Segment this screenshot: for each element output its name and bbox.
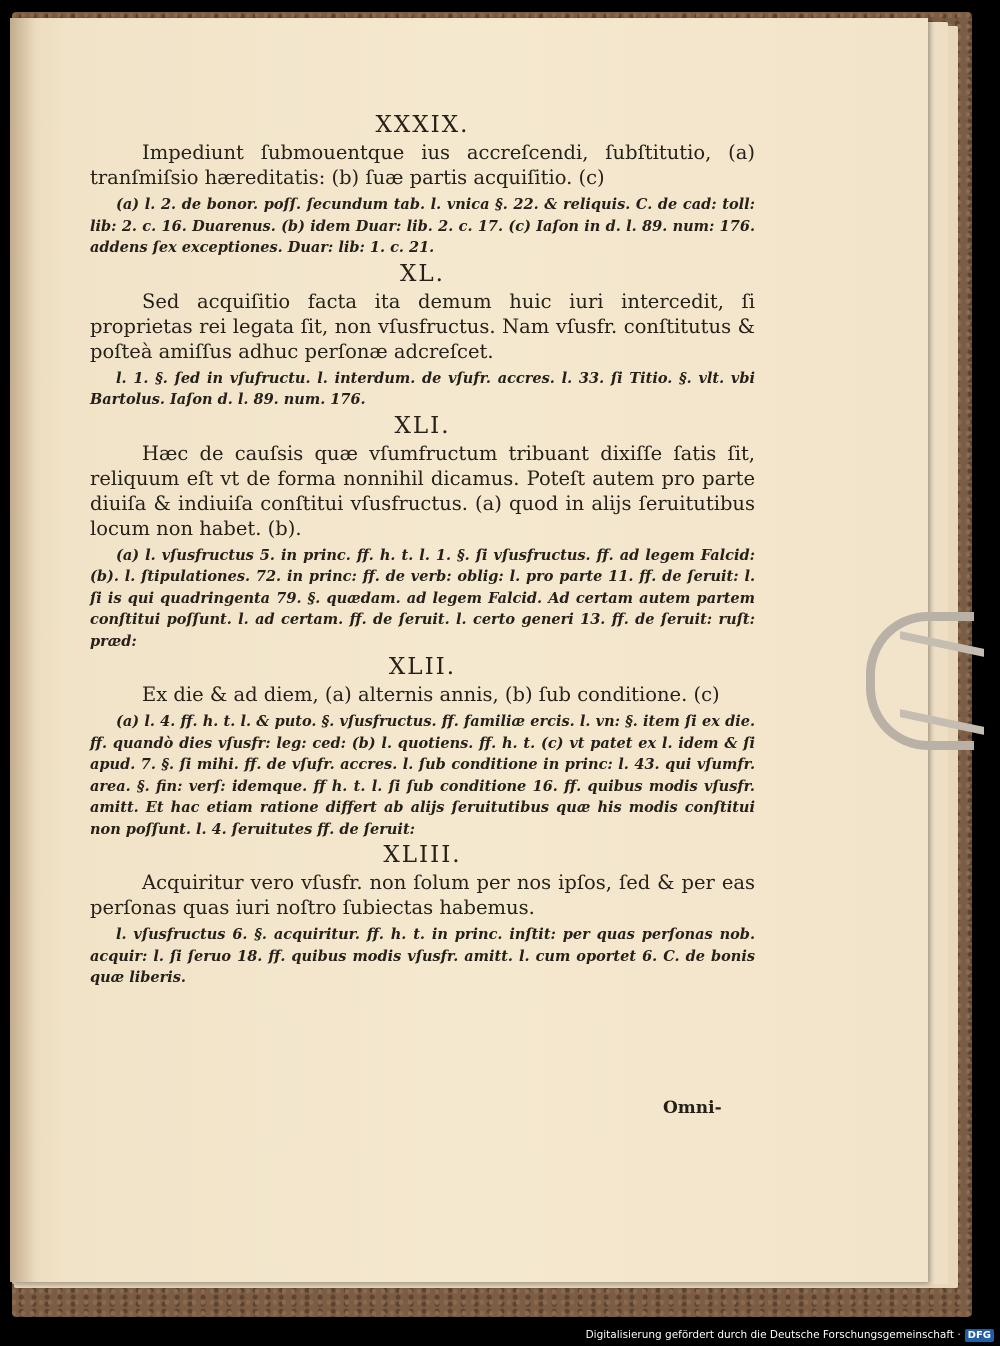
catchword: Omni- [663,1098,722,1118]
dfg-logo-icon[interactable]: DFG [965,1329,994,1342]
section-heading: XLI. [394,412,451,439]
section-note: (a) l. vſusfructus 5. in princ. ff. h. t. l. 1. §. ſi vſusfructus. ff. ad legem Falcid: (b). l. ſtipulationes. 72. in princ: ff. de verb: oblig: l. pro parte 11. ff. de ſeruit: l. ſi is qui quadringenta 79. §. quædam. ad legem Falcid. Ad certam autem partem conſtitui poſſunt. l. ad certam. ff. de ſeruit. l. certo generi 13. ff. de ſeruit: ruſt: præd: [90,546,755,650]
page-text [90,110,755,989]
section-39 [90,110,755,259]
section-40 [90,259,755,411]
section-body: Impediunt ſubmouentque ius accreſcendi, ſubſtitutio, (a) tranſmiſsio hæreditatis: (b) ſuæ partis acquiſitio. (c) [90,141,755,189]
paper-clip-tail [900,631,984,735]
section-heading: XL. [400,260,445,287]
footer-text: Digitalisierung gefördert durch die Deutsche Forschungsgemeinschaft · [585,1329,961,1341]
section-note: (a) l. 2. de bonor. poſſ. ſecundum tab. l. vnica §. 22. & reliquis. C. de cad: toll: lib: 2. c. 16. Duarenus. (b) idem Duar: lib. 2. c. 17. (c) Iaſon in d. l. 89. num: 176. addens ſex exceptiones. Duar: lib: 1. c. 21. [90,196,755,256]
section-43 [90,840,755,989]
section-note: l. vſusfructus 6. §. acquiritur. ff. h. t. in princ. inſtit: per quas perſonas nob. acquir: l. ſi ſeruo 18. ff. quibus modis vſusfr. amitt. l. cum oportet 6. C. de bonis quæ liberis. [90,926,755,986]
section-41 [90,411,755,653]
section-body: Sed acquiſitio facta ita demum huic iuri intercedit, ſi proprietas rei legata ſit, non vſusfructus. Nam vſusfr. conſtitutus & poſteà amiſſus adhuc perſonæ adcreſcet. [90,289,755,363]
footer-credit [586,1326,994,1344]
section-heading: XLII. [388,654,457,680]
section-note: l. 1. §. ſed in vſufructu. l. interdum. de vſufr. accres. l. 33. ſi Titio. §. vlt. vbi Bartolus. Iaſon d. l. 89. num. 176. [90,369,755,408]
section-body: Hæc de cauſsis quæ vſumfructum tribuant dixiſſe ſatis ſit, reliquum eſt vt de forma nonnihil dicamus. Poteſt autem pro parte diuiſa & indiuiſa conſtitui vſusfructus. (a) quod in alijs ſeruitutibus locum non habet. (b). [90,441,755,540]
section-note: (a) l. 4. ff. h. t. l. & puto. §. vſusfructus. ff. familiæ ercis. l. vn: §. item ſi ex die. ff. quandò dies vſusfr: leg: ced: (b) l. quotiens. ff. h. t. (c) vt patet ex l. idem & ſi apud. 7. §. ſi mihi. ff. de vſufr. accres. l. ſub conditione in princ: l. 43. qui vſumfr. area. §. fin: verſ: idemque. ff h. t. l. ſi ſub conditione 16. ff. quibus modis vſusfr. amitt. Et hac etiam ratione differt ab alijs ſeruitutibus quæ his modis conſtitui non poſſunt. l. 4. ſeruitutes ff. de ſeruit: [90,713,755,838]
section-heading: XLIII. [383,842,462,868]
section-body: Acquiritur vero vſusfr. non ſolum per nos ipſos, ſed & per eas perſonas quas iuri noſtro ſubiectas habemus. [90,871,755,919]
section-42 [90,652,755,840]
section-heading: XXXIX. [375,112,470,138]
section-body: Ex die & ad diem, (a) alternis annis, (b) ſub conditione. (c) [142,683,720,706]
page-gutter-shadow [10,18,36,1282]
